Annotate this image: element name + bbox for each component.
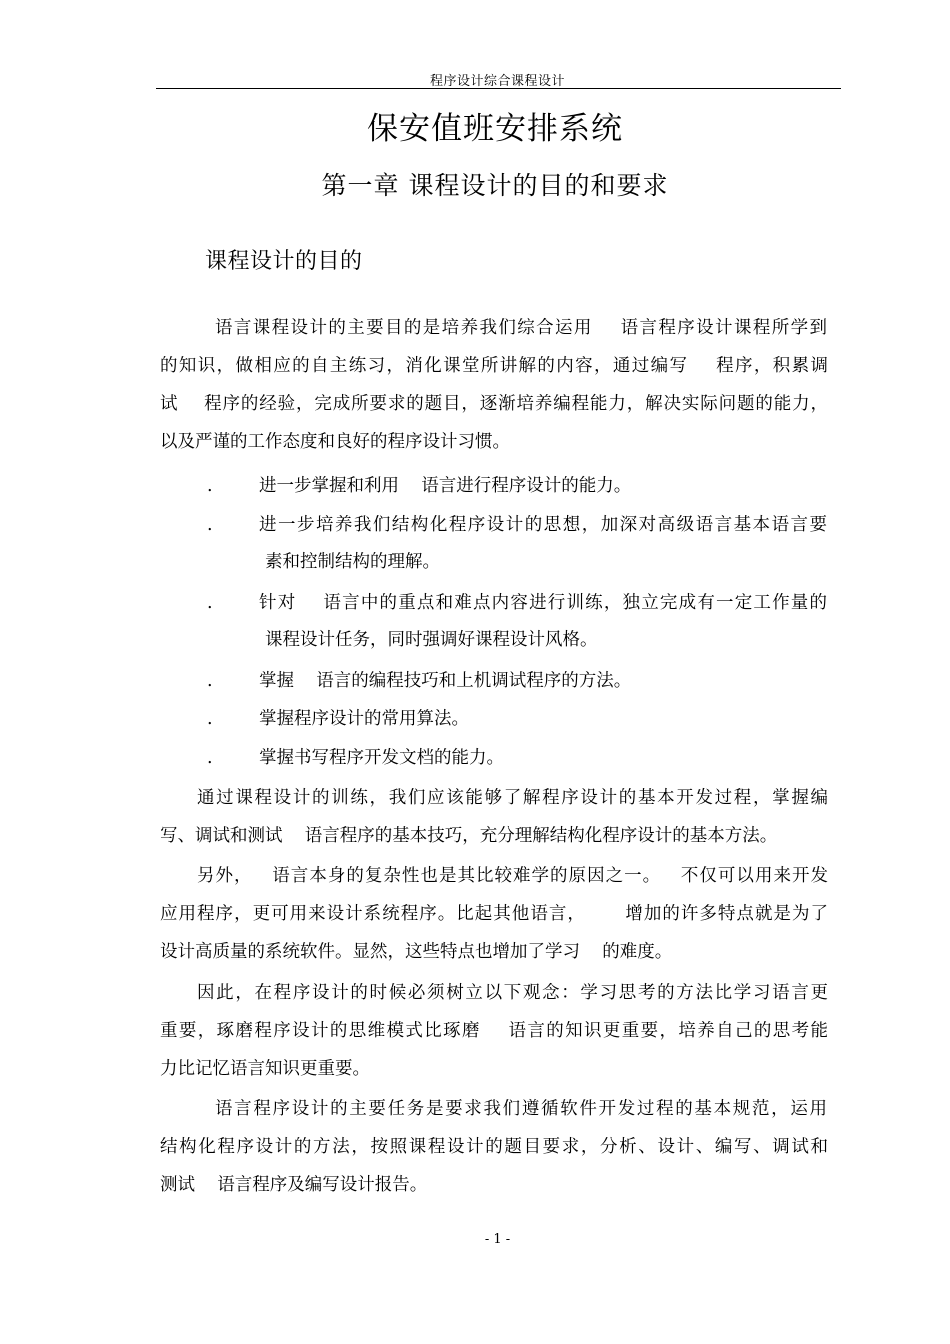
para5-line: 测试 语言程序及编写设计报告。 (160, 1175, 428, 1195)
bullet-marker: . (207, 593, 213, 613)
bullet-item-continuation: 素和控制结构的理解。 (265, 552, 440, 572)
para1-line: 以及严谨的工作态度和良好的程序设计习惯。 (160, 432, 510, 452)
bullet-marker: . (207, 671, 213, 691)
chapter-heading: 第一章 课程设计的目的和要求 (321, 171, 669, 200)
bullet-marker: . (207, 709, 213, 729)
bullet-item: 掌握书写程序开发文档的能力。 (259, 748, 504, 768)
para3-line: 另外， 语言本身的复杂性也是其比较难学的原因之一。 不仅可以用来开发 (197, 866, 828, 886)
header-rule (156, 88, 841, 89)
bullet-marker: . (207, 476, 213, 496)
para1-line: 语言课程设计的主要目的是培养我们综合运用 语言程序设计课程所学到 (215, 318, 827, 338)
section-heading: 课程设计的目的 (205, 249, 363, 274)
bullet-item: 进一步培养我们结构化程序设计的思想，加深对高级语言基本语言要 (259, 515, 827, 535)
para4-line: 力比记忆语言知识更重要。 (160, 1059, 370, 1079)
para4-line: 重要，琢磨程序设计的思维模式比琢磨 语言的知识更重要，培养自己的思考能 (160, 1021, 828, 1041)
running-header: 程序设计综合课程设计 (429, 74, 565, 89)
para2-line: 写、调试和测试 语言程序的基本技巧，充分理解结构化程序设计的基本方法。 (160, 826, 778, 846)
bullet-item: 针对 语言中的重点和难点内容进行训练，独立完成有一定工作量的 (259, 593, 827, 613)
bullet-marker: . (207, 515, 213, 535)
para1-line: 试 程序的经验，完成所要求的题目，逐渐培养编程能力，解决实际问题的能力， (160, 394, 828, 414)
para5-line: 语言程序设计的主要任务是要求我们遵循软件开发过程的基本规范，运用 (215, 1099, 827, 1119)
para1-line: 的知识，做相应的自主练习，消化课堂所讲解的内容，通过编写 程序，积累调 (160, 356, 828, 376)
para5-line: 结构化程序设计的方法，按照课程设计的题目要求，分析、设计、编写、调试和 (160, 1137, 828, 1157)
page-number: - 1 - (484, 1232, 511, 1247)
bullet-marker: . (207, 748, 213, 768)
bullet-item: 进一步掌握和利用 语言进行程序设计的能力。 (259, 476, 632, 496)
bullet-item-continuation: 课程设计任务，同时强调好课程设计风格。 (265, 630, 598, 650)
para3-line: 设计高质量的系统软件。显然，这些特点也增加了学习 的难度。 (160, 942, 673, 962)
para4-line: 因此，在程序设计的时候必须树立以下观念：学习思考的方法比学习语言更 (197, 983, 828, 1003)
para3-line: 应用程序，更可用来设计系统程序。比起其他语言， 增加的许多特点就是为了 (160, 904, 828, 924)
para2-line: 通过课程设计的训练，我们应该能够了解程序设计的基本开发过程，掌握编 (197, 788, 828, 808)
bullet-item: 掌握程序设计的常用算法。 (259, 709, 469, 729)
bullet-item: 掌握 语言的编程技巧和上机调试程序的方法。 (259, 671, 632, 691)
document-title: 保安值班安排系统 (367, 111, 623, 147)
